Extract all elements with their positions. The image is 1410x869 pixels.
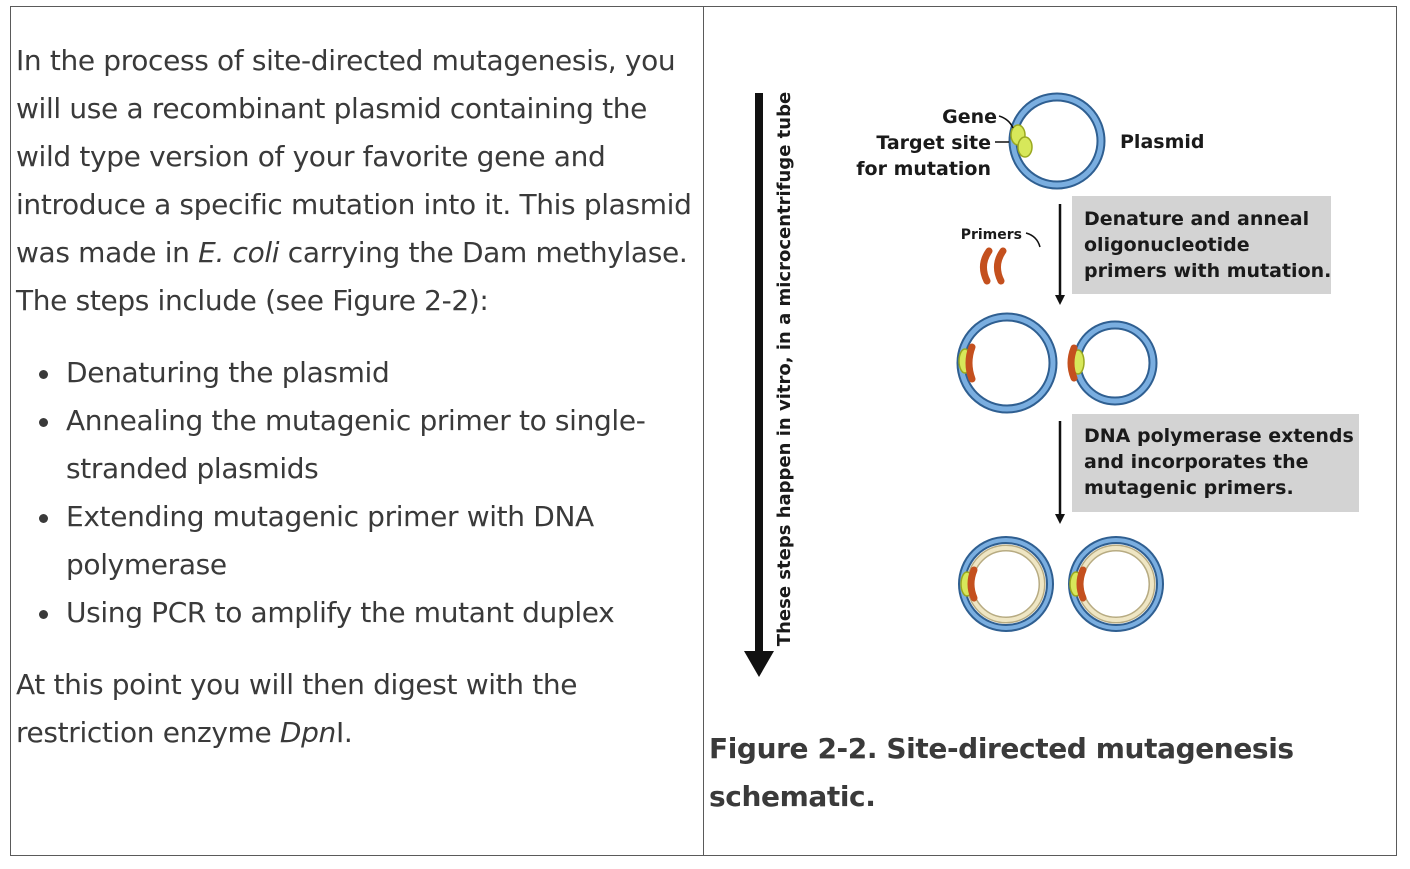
primers-label: Primers: [960, 227, 1022, 243]
primers-pointer: [1026, 233, 1040, 247]
figure-caption: Figure 2-2. Site-directed mutagenesis schematic.: [709, 732, 1294, 813]
intro-text: In the process of site-directed mutagenesis, you will use a recombinant plasmid containing the wild type version of your favorite gene and introduce a specific mutation into it. This plasmid was made in: [16, 44, 692, 269]
process-arrow-shaft: [755, 93, 763, 655]
mutagenesis-figure: [704, 7, 1396, 725]
intro-text-end: carrying the Dam methylase. The steps include (see Figure 2-2):: [16, 236, 688, 317]
step1-line-2: oligonucleotide: [1084, 234, 1250, 256]
figure-cell: [704, 7, 1396, 855]
list-item: Extending mutagenic primer with DNA polymerase: [66, 493, 703, 589]
vertical-label: These steps happen in vitro, in a microcentrifuge tube: [774, 91, 795, 647]
enzyme-name-roman: I: [335, 716, 344, 749]
closing-period: .: [343, 716, 353, 749]
step2-line-2: and incorporates the: [1084, 451, 1309, 473]
plasmid-icon: [1011, 97, 1101, 185]
list-item: Using PCR to amplify the mutant duplex: [66, 589, 703, 637]
process-arrow-head: [744, 651, 774, 677]
organism-name: E. coli: [198, 236, 280, 269]
plasmid-label: Plasmid: [1120, 131, 1205, 153]
intro-paragraph: [16, 37, 703, 325]
target-label-line-2: for mutation: [856, 158, 991, 180]
extended-plasmid-icon: [961, 540, 1050, 628]
list-item: Denaturing the plasmid: [66, 349, 703, 397]
target-label-line-1: Target site: [876, 132, 991, 154]
step1-line-1: Denature and anneal: [1084, 208, 1310, 230]
extended-plasmid-icon: [1070, 540, 1160, 628]
steps-list: [16, 349, 703, 637]
step2-line-1: DNA polymerase extends: [1084, 425, 1354, 447]
step1-line-3: primers with mutation.: [1084, 260, 1332, 282]
gene-label: Gene: [942, 106, 997, 128]
text-cell: [11, 7, 704, 855]
primer-strand-icon: [997, 251, 1003, 281]
step2-line-3: mutagenic primers.: [1084, 477, 1294, 499]
list-item: Annealing the mutagenic primer to single-stranded plasmids: [66, 397, 703, 493]
annealed-strand-icon: [959, 317, 1053, 409]
primer-strand-icon: [983, 251, 989, 281]
content-table: [10, 6, 1397, 856]
annealed-strand-icon: [1071, 325, 1153, 401]
closing-text: At this point you will then digest with the restriction enzyme: [16, 668, 578, 749]
enzyme-name-italic: Dpn: [279, 716, 336, 749]
closing-paragraph: [16, 661, 703, 757]
